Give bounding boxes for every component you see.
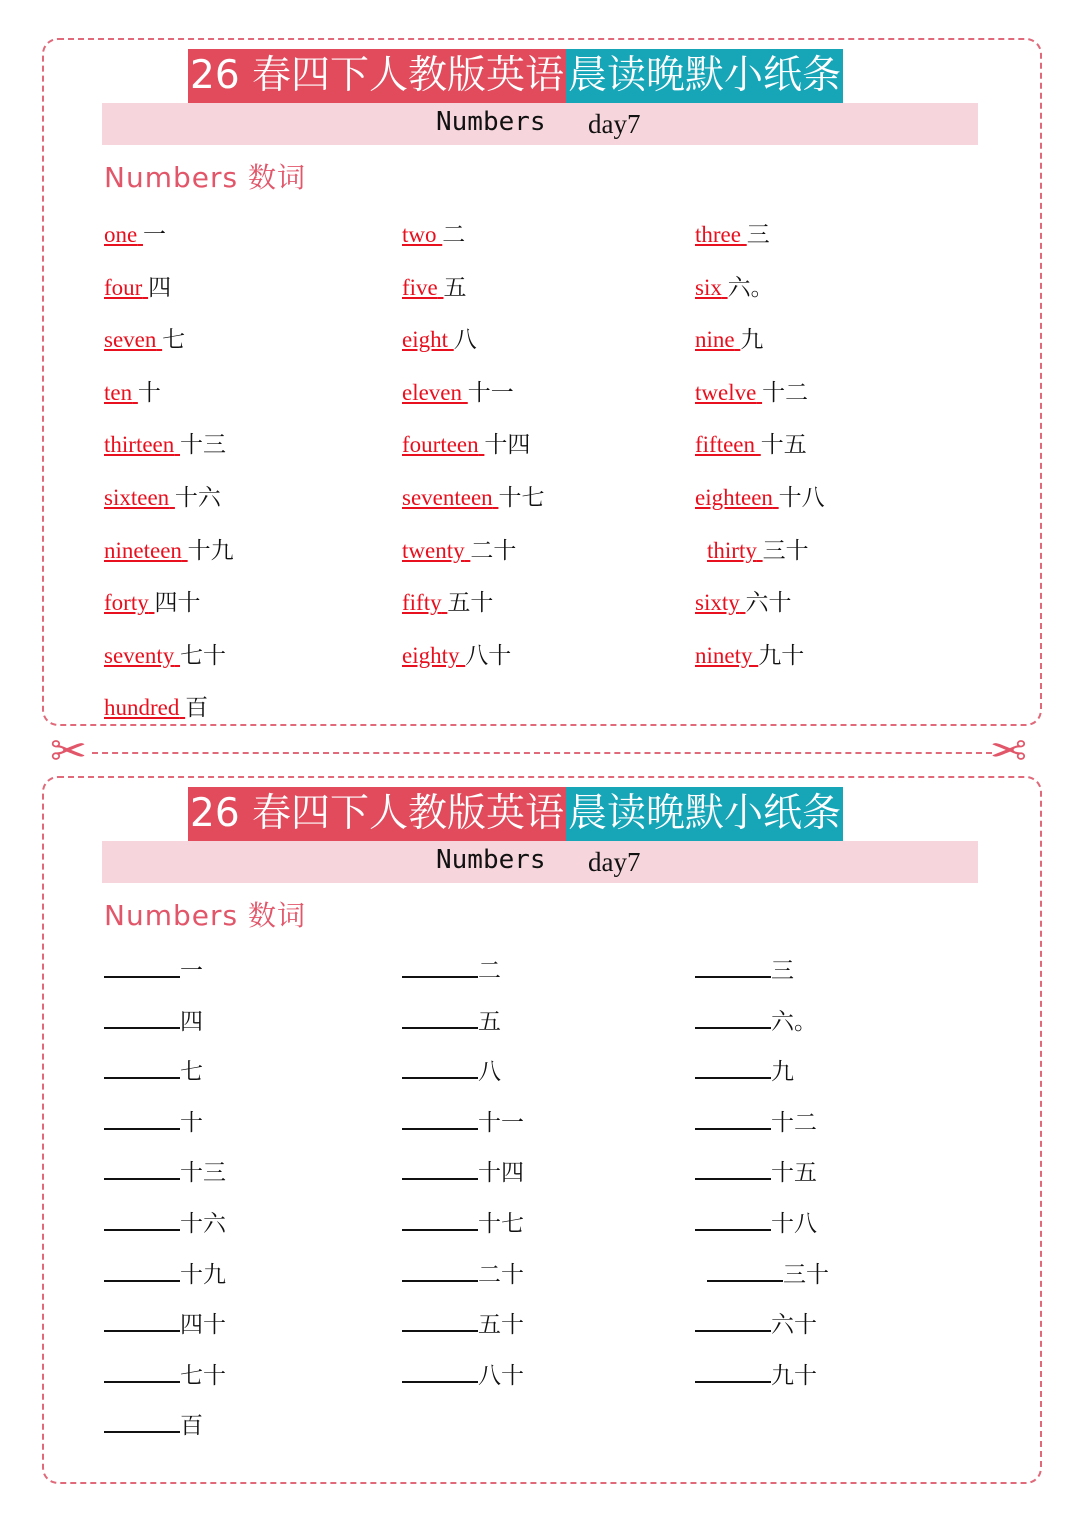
chinese-meaning: 七十 xyxy=(180,1362,226,1388)
chinese-meaning: 四十 xyxy=(180,1312,226,1338)
chinese-meaning: 九 xyxy=(771,1059,794,1085)
section-heading: Numbers 数词 xyxy=(104,161,306,194)
chinese-meaning: 一 xyxy=(180,958,203,983)
chinese-meaning: 十四 xyxy=(484,432,531,458)
dictation-item xyxy=(402,952,501,985)
chinese-meaning: 九十 xyxy=(771,1362,817,1388)
word-item xyxy=(104,532,234,565)
dictation-item xyxy=(695,1104,817,1137)
chinese-meaning: 四 xyxy=(148,274,172,300)
english-word: fifteen xyxy=(695,432,756,458)
chinese-meaning: 十六 xyxy=(174,485,221,510)
chinese-meaning: 七 xyxy=(162,327,186,353)
dictation-item xyxy=(402,1306,524,1339)
chinese-meaning: 九十 xyxy=(758,642,805,668)
dictation-slip-card xyxy=(42,776,1042,1484)
answer-blank[interactable] xyxy=(402,1108,478,1130)
answer-blank[interactable] xyxy=(402,1260,478,1282)
chinese-meaning: 二 xyxy=(478,958,501,983)
chinese-meaning: 三十 xyxy=(762,537,809,563)
word-item xyxy=(104,479,221,512)
english-word: twelve xyxy=(695,379,757,405)
topic-label: Numbers xyxy=(436,107,546,137)
title-part-1: 26 春四下人教版英语 xyxy=(188,787,566,841)
chinese-meaning: 百 xyxy=(180,1413,203,1439)
english-word: two xyxy=(402,222,437,247)
word-item xyxy=(695,426,807,459)
chinese-meaning: 十七 xyxy=(498,485,545,510)
chinese-meaning: 百 xyxy=(185,695,209,721)
english-word: sixty xyxy=(695,590,740,616)
dictation-item xyxy=(695,1053,794,1086)
chinese-meaning: 一 xyxy=(142,222,166,247)
word-item xyxy=(695,374,808,407)
chinese-meaning: 十二 xyxy=(762,379,809,405)
chinese-meaning: 十三 xyxy=(180,1160,226,1186)
english-word: twenty xyxy=(402,537,465,563)
chinese-meaning: 二十 xyxy=(470,537,517,563)
answer-blank[interactable] xyxy=(104,1310,180,1332)
english-word: hundred xyxy=(104,695,180,721)
english-word: seventeen xyxy=(402,485,493,510)
word-item xyxy=(402,426,530,459)
chinese-meaning: 十六 xyxy=(180,1211,226,1236)
answer-blank[interactable] xyxy=(402,1007,478,1029)
chinese-meaning: 三 xyxy=(746,222,770,247)
answer-blank[interactable] xyxy=(402,1209,478,1231)
english-word: six xyxy=(695,274,722,300)
chinese-meaning: 十五 xyxy=(760,432,807,458)
english-word: thirteen xyxy=(104,432,175,458)
answer-blank[interactable] xyxy=(695,1209,771,1231)
title-part-1: 26 春四下人教版英语 xyxy=(188,49,566,103)
word-item xyxy=(104,689,208,722)
answer-blank[interactable] xyxy=(402,1361,478,1383)
dictation-item xyxy=(695,1357,817,1390)
word-item xyxy=(402,532,516,565)
answer-blank[interactable] xyxy=(707,1260,783,1282)
word-item xyxy=(402,321,477,354)
word-item xyxy=(104,637,226,670)
dictation-list xyxy=(44,778,1040,1482)
dictation-item xyxy=(104,1104,203,1137)
section-heading: Numbers 数词 xyxy=(104,899,306,932)
word-list xyxy=(44,40,1040,724)
english-word: sixteen xyxy=(104,485,170,510)
answer-blank[interactable] xyxy=(104,1158,180,1180)
chinese-meaning: 十二 xyxy=(771,1109,817,1135)
chinese-meaning: 十七 xyxy=(478,1211,524,1236)
chinese-meaning: 七 xyxy=(180,1059,203,1085)
chinese-meaning: 五 xyxy=(443,274,467,300)
dictation-item xyxy=(104,1256,226,1289)
topic-label: Numbers xyxy=(436,845,546,875)
chinese-meaning: 十九 xyxy=(187,537,234,563)
chinese-meaning: 六十 xyxy=(771,1312,817,1338)
chinese-meaning: 八 xyxy=(453,327,477,353)
title-part-2: 晨读晚默小纸条 xyxy=(566,787,843,841)
english-word: forty xyxy=(104,590,149,616)
day-label: day7 xyxy=(588,847,641,877)
word-item xyxy=(695,637,804,670)
reading-slip-card xyxy=(42,38,1042,726)
chinese-meaning: 三 xyxy=(771,958,794,983)
english-word: eight xyxy=(402,327,448,353)
chinese-meaning: 八十 xyxy=(465,642,512,668)
answer-blank[interactable] xyxy=(695,1361,771,1383)
dictation-item xyxy=(104,1205,226,1238)
word-item xyxy=(402,269,467,302)
english-word: seven xyxy=(104,327,157,353)
dictation-item xyxy=(402,1205,524,1238)
english-word: seventy xyxy=(104,642,175,668)
word-item xyxy=(104,584,200,617)
word-item xyxy=(104,269,171,302)
scissors-icon: ✂ xyxy=(50,726,87,777)
answer-blank[interactable] xyxy=(695,1310,771,1332)
english-word: thirty xyxy=(707,537,757,563)
dictation-item xyxy=(104,952,203,985)
answer-blank[interactable] xyxy=(695,956,771,978)
dictation-item xyxy=(104,1407,203,1440)
english-word: eleven xyxy=(402,379,463,405)
chinese-meaning: 十三 xyxy=(180,432,226,458)
word-item xyxy=(104,374,161,407)
word-item xyxy=(695,479,825,512)
english-word: three xyxy=(695,222,741,247)
scissors-icon: ✂ xyxy=(990,726,1027,777)
answer-blank[interactable] xyxy=(695,1108,771,1130)
answer-blank[interactable] xyxy=(402,1057,478,1079)
chinese-meaning: 十 xyxy=(180,1109,203,1135)
answer-blank[interactable] xyxy=(104,956,180,978)
word-item xyxy=(402,584,493,617)
dictation-item xyxy=(104,1306,226,1339)
chinese-meaning: 二十 xyxy=(478,1261,524,1287)
dictation-item xyxy=(695,1205,817,1238)
chinese-meaning: 八十 xyxy=(478,1362,524,1388)
chinese-meaning: 七十 xyxy=(180,642,227,668)
chinese-meaning: 十八 xyxy=(771,1211,817,1236)
chinese-meaning: 十一 xyxy=(467,379,514,405)
chinese-meaning: 十八 xyxy=(778,485,825,510)
dictation-item xyxy=(402,1154,524,1187)
dictation-item xyxy=(402,1256,524,1289)
english-word: fifty xyxy=(402,590,442,616)
english-word: fourteen xyxy=(402,432,479,458)
answer-blank[interactable] xyxy=(104,1108,180,1130)
chinese-meaning: 二 xyxy=(442,222,466,247)
word-item xyxy=(707,532,809,565)
word-item xyxy=(695,269,774,302)
word-item xyxy=(695,321,763,354)
english-word: four xyxy=(104,274,143,300)
answer-blank[interactable] xyxy=(402,956,478,978)
title-part-2: 晨读晚默小纸条 xyxy=(566,49,843,103)
answer-blank[interactable] xyxy=(104,1007,180,1029)
answer-blank[interactable] xyxy=(104,1209,180,1231)
english-word: nine xyxy=(695,327,735,353)
answer-blank[interactable] xyxy=(104,1260,180,1282)
english-word: ten xyxy=(104,379,133,405)
chinese-meaning: 四 xyxy=(180,1008,203,1034)
chinese-meaning: 十一 xyxy=(478,1109,524,1135)
word-item xyxy=(104,426,226,459)
chinese-meaning: 九 xyxy=(740,327,764,353)
english-word: five xyxy=(402,274,438,300)
dictation-item xyxy=(695,952,794,985)
dictation-item xyxy=(104,1003,203,1036)
chinese-meaning: 五十 xyxy=(447,590,494,616)
answer-blank[interactable] xyxy=(104,1361,180,1383)
chinese-meaning: 十 xyxy=(137,379,161,405)
dictation-item xyxy=(402,1357,524,1390)
word-item xyxy=(402,216,465,249)
dictation-item xyxy=(104,1154,226,1187)
chinese-meaning: 六。 xyxy=(771,1008,817,1034)
word-item xyxy=(695,216,770,249)
dictation-item xyxy=(707,1256,829,1289)
dictation-item xyxy=(402,1053,501,1086)
answer-blank[interactable] xyxy=(104,1411,180,1433)
chinese-meaning: 五十 xyxy=(478,1312,524,1338)
chinese-meaning: 六。 xyxy=(727,274,774,300)
chinese-meaning: 八 xyxy=(478,1059,501,1085)
dictation-item xyxy=(104,1357,226,1390)
day-label: day7 xyxy=(588,109,641,139)
chinese-meaning: 三十 xyxy=(783,1261,829,1287)
word-item xyxy=(104,216,166,249)
english-word: nineteen xyxy=(104,537,182,563)
chinese-meaning: 六十 xyxy=(745,590,792,616)
cut-line xyxy=(92,752,992,754)
answer-blank[interactable] xyxy=(695,1158,771,1180)
word-item xyxy=(402,479,544,512)
chinese-meaning: 十四 xyxy=(478,1160,524,1186)
word-item xyxy=(402,637,511,670)
chinese-meaning: 四十 xyxy=(154,590,201,616)
word-item xyxy=(402,374,514,407)
answer-blank[interactable] xyxy=(402,1158,478,1180)
chinese-meaning: 十五 xyxy=(771,1160,817,1186)
english-word: one xyxy=(104,222,138,247)
dictation-item xyxy=(104,1053,203,1086)
english-word: eighty xyxy=(402,642,460,668)
dictation-item xyxy=(695,1003,817,1036)
answer-blank[interactable] xyxy=(402,1310,478,1332)
dictation-item xyxy=(695,1306,817,1339)
dictation-item xyxy=(695,1154,817,1187)
answer-blank[interactable] xyxy=(695,1007,771,1029)
english-word: eighteen xyxy=(695,485,773,510)
answer-blank[interactable] xyxy=(104,1057,180,1079)
word-item xyxy=(104,321,185,354)
chinese-meaning: 十九 xyxy=(180,1261,226,1287)
dictation-item xyxy=(402,1104,524,1137)
answer-blank[interactable] xyxy=(695,1057,771,1079)
chinese-meaning: 五 xyxy=(478,1008,501,1034)
dictation-item xyxy=(402,1003,501,1036)
english-word: ninety xyxy=(695,642,753,668)
word-item xyxy=(695,584,791,617)
